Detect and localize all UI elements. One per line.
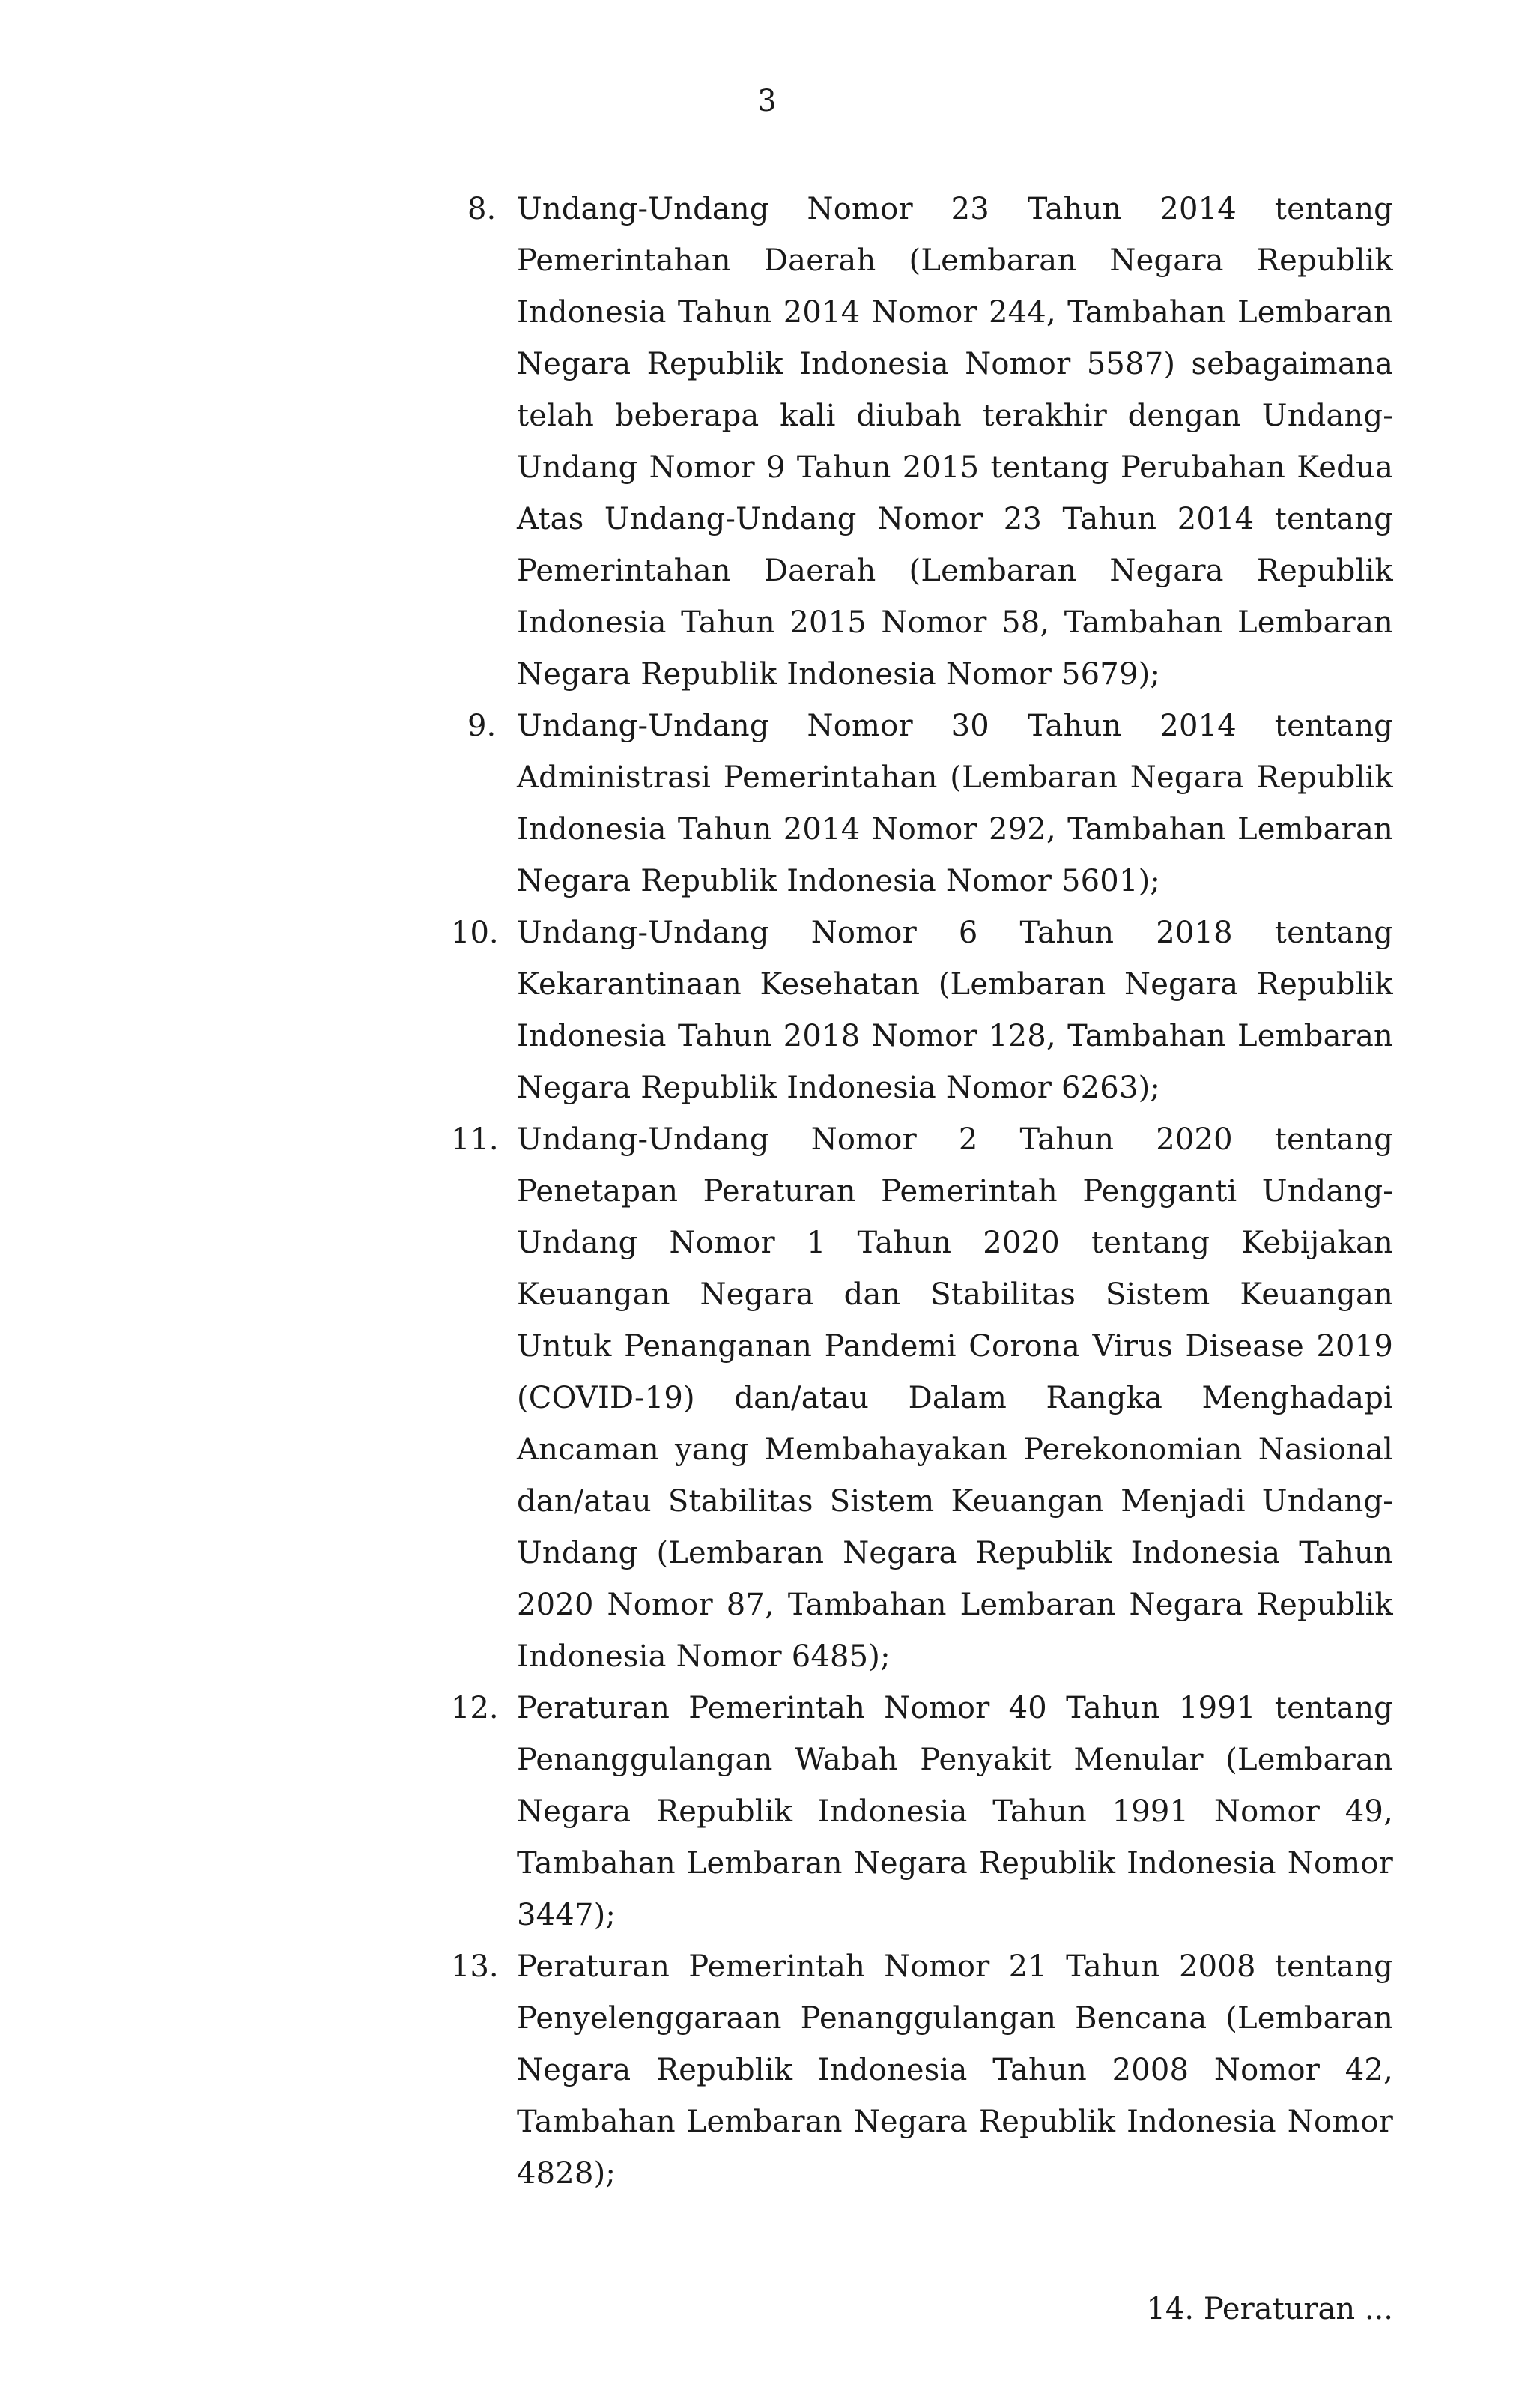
item-number: 10. bbox=[451, 916, 499, 950]
regulation-list bbox=[448, 184, 1393, 2200]
item-text: Undang-Undang Nomor 6 Tahun 2018 tentang Kekarantinaan Kesehatan (Lembaran Negara Republik Indonesia Tahun 2018 Nomor 128, Tambahan Lembaran Negara Republik Indonesia Nomor 6263); bbox=[517, 916, 1393, 1105]
list-item bbox=[448, 1941, 1393, 2200]
item-number: 13. bbox=[451, 1949, 499, 1984]
list-item bbox=[448, 1683, 1393, 1941]
item-number: 9. bbox=[467, 709, 497, 743]
item-number: 12. bbox=[451, 1691, 499, 1725]
item-text: Peraturan Pemerintah Nomor 40 Tahun 1991 tentang Penanggulangan Wabah Penyakit Menular (Lembaran Negara Republik Indonesia Tahun 1991 Nomor 49, Tambahan Lembaran Negara Republik Indonesia Nomor 3447); bbox=[517, 1691, 1393, 1932]
item-text: Undang-Undang Nomor 2 Tahun 2020 tentang Penetapan Peraturan Pemerintah Pengganti Undang-Undang Nomor 1 Tahun 2020 tentang Kebijakan Keuangan Negara dan Stabilitas Sistem Keuangan Untuk Penanganan Pandemi Corona Virus Disease 2019 (COVID-19) dan/atau Dalam Rangka Menghadapi Ancaman yang Membahayakan Perekonomian Nasional dan/atau Stabilitas Sistem Keuangan Menjadi Undang-Undang (Lembaran Negara Republik Indonesia Tahun 2020 Nomor 87, Tambahan Lembaran Negara Republik Indonesia Nomor 6485); bbox=[517, 1122, 1393, 1674]
item-number: 8. bbox=[467, 192, 497, 226]
item-text: Undang-Undang Nomor 30 Tahun 2014 tentang Administrasi Pemerintahan (Lembaran Negara Republik Indonesia Tahun 2014 Nomor 292, Tambahan Lembaran Negara Republik Indonesia Nomor 5601); bbox=[517, 709, 1393, 898]
list-item bbox=[448, 907, 1393, 1114]
item-number: 11. bbox=[451, 1122, 499, 1157]
list-item bbox=[448, 1114, 1393, 1683]
list-item bbox=[448, 701, 1393, 907]
item-text: Undang-Undang Nomor 23 Tahun 2014 tentang Pemerintahan Daerah (Lembaran Negara Republik Indonesia Tahun 2014 Nomor 244, Tambahan Lembaran Negara Republik Indonesia Nomor 5587) sebagaimana telah beberapa kali diubah terakhir dengan Undang-Undang Nomor 9 Tahun 2015 tentang Perubahan Kedua Atas Undang-Undang Nomor 23 Tahun 2014 tentang Pemerintahan Daerah (Lembaran Negara Republik Indonesia Tahun 2015 Nomor 58, Tambahan Lembaran Negara Republik Indonesia Nomor 5679); bbox=[517, 192, 1393, 692]
item-text: Peraturan Pemerintah Nomor 21 Tahun 2008 tentang Penyelenggaraan Penanggulangan Bencana (Lembaran Negara Republik Indonesia Tahun 2008 Nomor 42, Tambahan Lembaran Negara Republik Indonesia Nomor 4828); bbox=[517, 1949, 1393, 2191]
page-number: 3 bbox=[757, 84, 777, 118]
continuation-marker: 14. Peraturan ... bbox=[1146, 2292, 1393, 2326]
list-item bbox=[448, 184, 1393, 701]
